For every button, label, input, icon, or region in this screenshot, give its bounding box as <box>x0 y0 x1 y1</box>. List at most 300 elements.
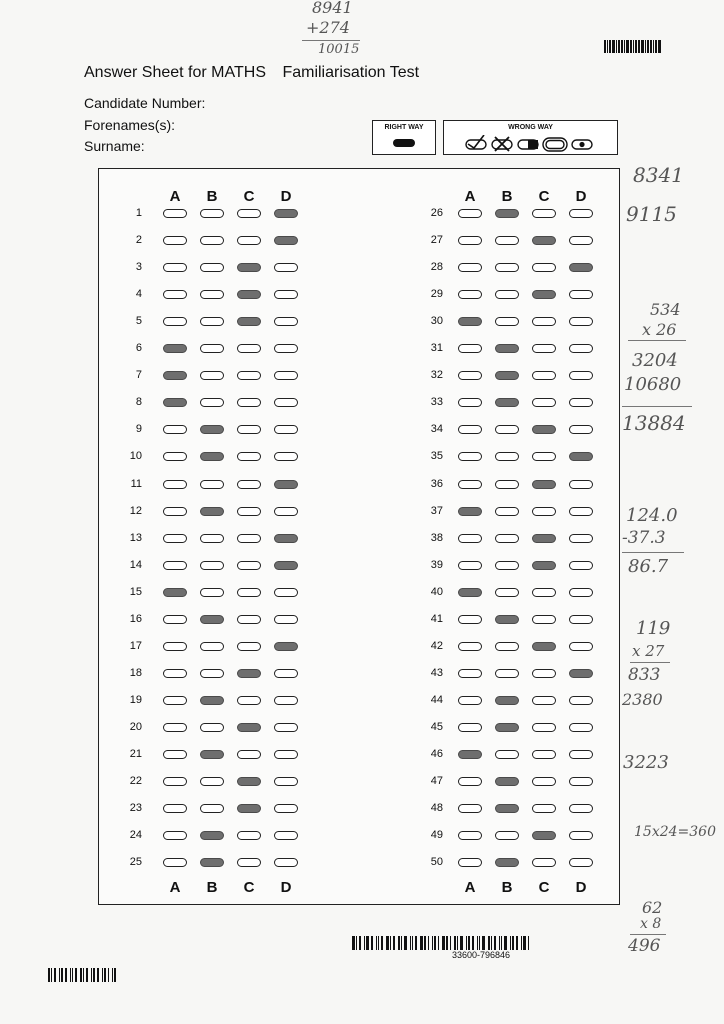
answer-bubble-q42-d[interactable] <box>569 642 593 651</box>
answer-bubble-q38-a[interactable] <box>458 534 482 543</box>
handwritten-line <box>630 662 670 663</box>
question-number-41: 41 <box>430 612 443 625</box>
question-number-29: 29 <box>430 288 443 301</box>
top-left-column-b: B <box>206 188 218 205</box>
handwritten-note: 3204 <box>632 350 678 371</box>
answer-bubble-q11-b[interactable] <box>200 480 224 489</box>
answer-bubble-q27-b[interactable] <box>495 236 519 245</box>
answer-bubble-q3-b[interactable] <box>200 263 224 272</box>
answer-bubble-q3-d[interactable] <box>274 263 298 272</box>
handwritten-sum-line <box>302 40 360 41</box>
answer-bubble-q36-a[interactable] <box>458 480 482 489</box>
answer-bubble-q7-d[interactable] <box>274 371 298 380</box>
handwritten-note: x 8 <box>640 916 662 932</box>
answer-bubble-q38-d[interactable] <box>569 534 593 543</box>
handwritten-note: 9115 <box>626 202 677 226</box>
answer-bubble-q25-b[interactable] <box>200 858 224 867</box>
answer-bubble-q17-d[interactable] <box>274 642 298 651</box>
question-number-30: 30 <box>430 315 443 328</box>
handwritten-note: 15x24=360 <box>634 824 716 840</box>
answer-bubble-q17-c[interactable] <box>237 642 261 651</box>
answer-bubble-q19-b[interactable] <box>200 696 224 705</box>
wrong-marks-examples-icon <box>444 135 617 153</box>
question-number-17: 17 <box>129 639 142 652</box>
top-right-barcode <box>604 40 662 53</box>
answer-bubble-q21-d[interactable] <box>274 750 298 759</box>
barcode-number: 33600-796846 <box>452 950 511 960</box>
answer-bubble-q50-a[interactable] <box>458 858 482 867</box>
question-number-18: 18 <box>129 666 142 679</box>
answer-bubble-q37-b[interactable] <box>495 507 519 516</box>
answer-bubble-q40-d[interactable] <box>569 588 593 597</box>
question-number-45: 45 <box>430 720 443 733</box>
question-number-19: 19 <box>129 693 142 706</box>
answer-bubble-q28-d[interactable] <box>569 263 593 272</box>
answer-bubble-q40-c[interactable] <box>532 588 556 597</box>
answer-bubble-q2-a[interactable] <box>163 236 187 245</box>
answer-bubble-q4-b[interactable] <box>200 290 224 299</box>
question-number-28: 28 <box>430 261 443 274</box>
answer-bubble-q39-b[interactable] <box>495 561 519 570</box>
question-number-5: 5 <box>135 315 142 328</box>
answer-bubble-q31-a[interactable] <box>458 344 482 353</box>
answer-bubble-q12-d[interactable] <box>274 507 298 516</box>
handwritten-line <box>622 406 692 407</box>
top-right-column-d: D <box>575 188 587 205</box>
answer-bubble-q19-d[interactable] <box>274 696 298 705</box>
answer-bubble-q49-a[interactable] <box>458 831 482 840</box>
answer-bubble-q42-c[interactable] <box>532 642 556 651</box>
answer-bubble-q23-a[interactable] <box>163 804 187 813</box>
handwritten-top-sum-1: 8941 <box>312 0 353 17</box>
answer-bubble-q36-d[interactable] <box>569 480 593 489</box>
question-number-8: 8 <box>135 396 142 409</box>
answer-bubble-q36-c[interactable] <box>532 480 556 489</box>
answer-bubble-q4-d[interactable] <box>274 290 298 299</box>
answer-bubble-q46-a[interactable] <box>458 750 482 759</box>
answer-bubble-q7-a[interactable] <box>163 371 187 380</box>
answer-bubble-q9-d[interactable] <box>274 425 298 434</box>
answer-bubble-q18-a[interactable] <box>163 669 187 678</box>
title-part-1: Answer Sheet for MATHS <box>84 64 266 81</box>
answer-bubble-q19-a[interactable] <box>163 696 187 705</box>
question-number-20: 20 <box>129 720 142 733</box>
question-number-33: 33 <box>430 396 443 409</box>
answer-bubble-q14-b[interactable] <box>200 561 224 570</box>
answer-bubble-q50-d[interactable] <box>569 858 593 867</box>
answer-bubble-q10-d[interactable] <box>274 452 298 461</box>
handwritten-line <box>630 934 666 935</box>
handwritten-line <box>622 552 684 553</box>
handwritten-top-sum-3: 10015 <box>318 42 360 57</box>
answer-bubble-q8-b[interactable] <box>200 398 224 407</box>
handwritten-note: 3223 <box>623 752 669 773</box>
answer-bubble-q26-b[interactable] <box>495 209 519 218</box>
answer-bubble-q1-c[interactable] <box>237 209 261 218</box>
answer-grid <box>98 168 620 905</box>
question-number-40: 40 <box>430 585 443 598</box>
answer-bubble-q33-b[interactable] <box>495 398 519 407</box>
answer-bubble-q16-a[interactable] <box>163 615 187 624</box>
answer-bubble-q16-c[interactable] <box>237 615 261 624</box>
question-number-44: 44 <box>430 693 443 706</box>
top-right-column-b: B <box>501 188 513 205</box>
answer-bubble-q29-c[interactable] <box>532 290 556 299</box>
answer-bubble-q50-b[interactable] <box>495 858 519 867</box>
page-title <box>84 64 431 82</box>
answer-bubble-q43-b[interactable] <box>495 669 519 678</box>
answer-bubble-q40-a[interactable] <box>458 588 482 597</box>
answer-bubble-q19-c[interactable] <box>237 696 261 705</box>
answer-bubble-q21-b[interactable] <box>200 750 224 759</box>
answer-bubble-q15-a[interactable] <box>163 588 187 597</box>
handwritten-note: 62 <box>642 898 663 917</box>
answer-bubble-q15-b[interactable] <box>200 588 224 597</box>
forenames-label: Forenames(s): <box>84 117 176 133</box>
handwritten-note: 496 <box>628 936 661 956</box>
answer-bubble-q16-b[interactable] <box>200 615 224 624</box>
question-number-38: 38 <box>430 531 443 544</box>
question-number-50: 50 <box>430 856 443 869</box>
handwritten-line <box>628 340 686 341</box>
answer-bubble-q44-c[interactable] <box>532 696 556 705</box>
question-number-7: 7 <box>135 369 142 382</box>
answer-bubble-q5-d[interactable] <box>274 317 298 326</box>
question-number-39: 39 <box>430 558 443 571</box>
answer-bubble-q45-b[interactable] <box>495 723 519 732</box>
bottom-right-column-a: A <box>464 879 476 896</box>
answer-bubble-q39-c[interactable] <box>532 561 556 570</box>
answer-bubble-q28-a[interactable] <box>458 263 482 272</box>
answer-bubble-q47-a[interactable] <box>458 777 482 786</box>
answer-bubble-q2-d[interactable] <box>274 236 298 245</box>
answer-bubble-q33-c[interactable] <box>532 398 556 407</box>
answer-bubble-q45-d[interactable] <box>569 723 593 732</box>
answer-bubble-q44-d[interactable] <box>569 696 593 705</box>
answer-bubble-q41-a[interactable] <box>458 615 482 624</box>
answer-bubble-q34-c[interactable] <box>532 425 556 434</box>
answer-bubble-q18-b[interactable] <box>200 669 224 678</box>
bottom-left-barcode <box>48 968 118 982</box>
handwritten-note: 119 <box>636 618 671 639</box>
answer-bubble-q46-c[interactable] <box>532 750 556 759</box>
answer-bubble-q37-d[interactable] <box>569 507 593 516</box>
answer-bubble-q24-a[interactable] <box>163 831 187 840</box>
answer-bubble-q6-a[interactable] <box>163 344 187 353</box>
answer-bubble-q38-c[interactable] <box>532 534 556 543</box>
answer-bubble-q47-c[interactable] <box>532 777 556 786</box>
answer-bubble-q36-b[interactable] <box>495 480 519 489</box>
wrong-way-label: WRONG WAY <box>508 124 553 131</box>
surname-label: Surname: <box>84 138 145 154</box>
answer-bubble-q2-b[interactable] <box>200 236 224 245</box>
answer-bubble-q48-a[interactable] <box>458 804 482 813</box>
answer-bubble-q4-a[interactable] <box>163 290 187 299</box>
question-number-14: 14 <box>129 558 142 571</box>
question-number-21: 21 <box>129 748 142 760</box>
answer-bubble-q24-d[interactable] <box>274 831 298 840</box>
answer-bubble-q22-d[interactable] <box>274 777 298 786</box>
answer-bubble-q31-d[interactable] <box>569 344 593 353</box>
answer-bubble-q16-d[interactable] <box>274 615 298 624</box>
question-number-48: 48 <box>430 802 443 815</box>
answer-bubble-q43-c[interactable] <box>532 669 556 678</box>
bottom-left-column-c: C <box>243 879 255 896</box>
question-number-49: 49 <box>430 829 443 842</box>
handwritten-note: 10680 <box>624 374 682 395</box>
answer-bubble-q34-a[interactable] <box>458 425 482 434</box>
answer-bubble-q28-c[interactable] <box>532 263 556 272</box>
answer-bubble-q13-b[interactable] <box>200 534 224 543</box>
right-way-legend <box>372 120 436 155</box>
bottom-right-column-b: B <box>501 879 513 896</box>
answer-bubble-q27-a[interactable] <box>458 236 482 245</box>
answer-bubble-q9-b[interactable] <box>200 425 224 434</box>
answer-bubble-q29-b[interactable] <box>495 290 519 299</box>
answer-bubble-q22-c[interactable] <box>237 777 261 786</box>
answer-bubble-q41-c[interactable] <box>532 615 556 624</box>
answer-bubble-q47-b[interactable] <box>495 777 519 786</box>
right-way-label: RIGHT WAY <box>384 124 424 131</box>
answer-bubble-q48-d[interactable] <box>569 804 593 813</box>
answer-bubble-q14-a[interactable] <box>163 561 187 570</box>
handwritten-note: 2380 <box>622 690 663 709</box>
answer-bubble-q8-a[interactable] <box>163 398 187 407</box>
answer-bubble-q42-a[interactable] <box>458 642 482 651</box>
answer-bubble-q24-c[interactable] <box>237 831 261 840</box>
answer-bubble-q1-d[interactable] <box>274 209 298 218</box>
title-part-2: Familiarisation Test <box>282 64 420 81</box>
answer-bubble-q11-d[interactable] <box>274 480 298 489</box>
answer-bubble-q6-b[interactable] <box>200 344 224 353</box>
bottom-left-column-a: A <box>169 879 181 896</box>
question-number-35: 35 <box>430 450 443 463</box>
answer-bubble-q50-c[interactable] <box>532 858 556 867</box>
question-number-47: 47 <box>430 775 443 788</box>
answer-bubble-q30-c[interactable] <box>532 317 556 326</box>
handwritten-note: 8341 <box>633 163 684 187</box>
answer-bubble-q10-a[interactable] <box>163 452 187 461</box>
handwritten-note: 833 <box>628 665 661 685</box>
answer-bubble-q11-c[interactable] <box>237 480 261 489</box>
answer-bubble-q35-b[interactable] <box>495 452 519 461</box>
answer-bubble-q3-c[interactable] <box>237 263 261 272</box>
answer-bubble-q37-c[interactable] <box>532 507 556 516</box>
answer-bubble-q30-a[interactable] <box>458 317 482 326</box>
answer-bubble-q26-c[interactable] <box>532 209 556 218</box>
answer-bubble-q5-c[interactable] <box>237 317 261 326</box>
question-number-1: 1 <box>135 207 142 219</box>
answer-bubble-q1-a[interactable] <box>163 209 187 218</box>
answer-bubble-q48-b[interactable] <box>495 804 519 813</box>
answer-bubble-q41-b[interactable] <box>495 615 519 624</box>
bottom-left-column-d: D <box>280 879 292 896</box>
answer-bubble-q14-d[interactable] <box>274 561 298 570</box>
question-number-13: 13 <box>129 531 142 544</box>
answer-bubble-q13-c[interactable] <box>237 534 261 543</box>
question-number-15: 15 <box>129 585 142 598</box>
answer-bubble-q21-c[interactable] <box>237 750 261 759</box>
question-number-4: 4 <box>135 288 142 301</box>
answer-bubble-q33-a[interactable] <box>458 398 482 407</box>
answer-bubble-q9-a[interactable] <box>163 425 187 434</box>
wrong-way-legend <box>443 120 618 155</box>
top-right-column-a: A <box>464 188 476 205</box>
question-number-6: 6 <box>135 342 142 355</box>
answer-bubble-q42-b[interactable] <box>495 642 519 651</box>
answer-bubble-q13-a[interactable] <box>163 534 187 543</box>
question-number-9: 9 <box>135 423 142 436</box>
answer-bubble-q20-d[interactable] <box>274 723 298 732</box>
answer-bubble-q20-c[interactable] <box>237 723 261 732</box>
handwritten-note: 124.0 <box>626 505 678 526</box>
answer-bubble-q15-c[interactable] <box>237 588 261 597</box>
answer-bubble-q34-d[interactable] <box>569 425 593 434</box>
answer-bubble-q9-c[interactable] <box>237 425 261 434</box>
bottom-left-column-b: B <box>206 879 218 896</box>
answer-bubble-q37-a[interactable] <box>458 507 482 516</box>
answer-bubble-q26-a[interactable] <box>458 209 482 218</box>
answer-bubble-q17-a[interactable] <box>163 642 187 651</box>
answer-bubble-q8-c[interactable] <box>237 398 261 407</box>
answer-bubble-q3-a[interactable] <box>163 263 187 272</box>
answer-bubble-q27-d[interactable] <box>569 236 593 245</box>
answer-bubble-q5-b[interactable] <box>200 317 224 326</box>
answer-bubble-q43-d[interactable] <box>569 669 593 678</box>
answer-bubble-q17-b[interactable] <box>200 642 224 651</box>
answer-bubble-q32-a[interactable] <box>458 371 482 380</box>
top-left-column-a: A <box>169 188 181 205</box>
answer-bubble-q27-c[interactable] <box>532 236 556 245</box>
answer-bubble-q25-a[interactable] <box>163 858 187 867</box>
answer-bubble-q46-b[interactable] <box>495 750 519 759</box>
answer-bubble-q6-c[interactable] <box>237 344 261 353</box>
handwritten-note: x 27 <box>632 642 665 660</box>
top-right-column-c: C <box>538 188 550 205</box>
answer-bubble-q48-c[interactable] <box>532 804 556 813</box>
question-number-12: 12 <box>129 504 142 517</box>
answer-bubble-q2-c[interactable] <box>237 236 261 245</box>
answer-bubble-q49-c[interactable] <box>532 831 556 840</box>
answer-bubble-q45-a[interactable] <box>458 723 482 732</box>
question-number-31: 31 <box>430 342 443 355</box>
answer-bubble-q46-d[interactable] <box>569 750 593 759</box>
answer-bubble-q14-c[interactable] <box>237 561 261 570</box>
answer-bubble-q20-b[interactable] <box>200 723 224 732</box>
answer-bubble-q41-d[interactable] <box>569 615 593 624</box>
bottom-barcode <box>352 936 532 950</box>
question-number-22: 22 <box>129 775 142 788</box>
answer-bubble-q49-d[interactable] <box>569 831 593 840</box>
answer-bubble-q45-c[interactable] <box>532 723 556 732</box>
question-number-42: 42 <box>430 639 443 652</box>
answer-bubble-q40-b[interactable] <box>495 588 519 597</box>
question-number-23: 23 <box>129 802 142 815</box>
answer-bubble-q12-a[interactable] <box>163 507 187 516</box>
answer-bubble-q15-d[interactable] <box>274 588 298 597</box>
answer-bubble-q24-b[interactable] <box>200 831 224 840</box>
answer-bubble-q29-a[interactable] <box>458 290 482 299</box>
handwritten-note: -37.3 <box>622 528 666 548</box>
question-number-27: 27 <box>430 234 443 247</box>
answer-bubble-q33-d[interactable] <box>569 398 593 407</box>
filled-bubble-example-icon <box>393 139 415 147</box>
question-number-25: 25 <box>129 856 142 869</box>
answer-bubble-q4-c[interactable] <box>237 290 261 299</box>
answer-bubble-q10-b[interactable] <box>200 452 224 461</box>
answer-bubble-q7-c[interactable] <box>237 371 261 380</box>
answer-bubble-q8-d[interactable] <box>274 398 298 407</box>
answer-bubble-q38-b[interactable] <box>495 534 519 543</box>
answer-bubble-q35-c[interactable] <box>532 452 556 461</box>
question-number-16: 16 <box>129 612 142 625</box>
answer-bubble-q25-c[interactable] <box>237 858 261 867</box>
answer-bubble-q6-d[interactable] <box>274 344 298 353</box>
answer-bubble-q10-c[interactable] <box>237 452 261 461</box>
handwritten-note: 13884 <box>622 411 686 435</box>
answer-bubble-q31-b[interactable] <box>495 344 519 353</box>
answer-bubble-q39-d[interactable] <box>569 561 593 570</box>
answer-bubble-q25-d[interactable] <box>274 858 298 867</box>
bottom-right-column-c: C <box>538 879 550 896</box>
answer-bubble-q47-d[interactable] <box>569 777 593 786</box>
answer-bubble-q31-c[interactable] <box>532 344 556 353</box>
answer-bubble-q34-b[interactable] <box>495 425 519 434</box>
answer-bubble-q30-b[interactable] <box>495 317 519 326</box>
question-number-24: 24 <box>129 829 142 842</box>
answer-bubble-q22-a[interactable] <box>163 777 187 786</box>
answer-bubble-q18-c[interactable] <box>237 669 261 678</box>
answer-bubble-q49-b[interactable] <box>495 831 519 840</box>
answer-bubble-q35-a[interactable] <box>458 452 482 461</box>
answer-bubble-q23-c[interactable] <box>237 804 261 813</box>
question-number-32: 32 <box>430 369 443 382</box>
answer-bubble-q1-b[interactable] <box>200 209 224 218</box>
answer-bubble-q21-a[interactable] <box>163 750 187 759</box>
top-left-column-d: D <box>280 188 292 205</box>
answer-bubble-q35-d[interactable] <box>569 452 593 461</box>
handwritten-note: 86.7 <box>628 556 669 577</box>
answer-bubble-q20-a[interactable] <box>163 723 187 732</box>
answer-bubble-q22-b[interactable] <box>200 777 224 786</box>
answer-bubble-q28-b[interactable] <box>495 263 519 272</box>
answer-bubble-q13-d[interactable] <box>274 534 298 543</box>
answer-bubble-q43-a[interactable] <box>458 669 482 678</box>
answer-bubble-q39-a[interactable] <box>458 561 482 570</box>
answer-bubble-q23-b[interactable] <box>200 804 224 813</box>
answer-bubble-q18-d[interactable] <box>274 669 298 678</box>
answer-bubble-q12-b[interactable] <box>200 507 224 516</box>
question-number-37: 37 <box>430 504 443 517</box>
answer-bubble-q26-d[interactable] <box>569 209 593 218</box>
handwritten-note: x 26 <box>642 320 677 339</box>
answer-bubble-q23-d[interactable] <box>274 804 298 813</box>
answer-bubble-q32-b[interactable] <box>495 371 519 380</box>
answer-bubble-q32-d[interactable] <box>569 371 593 380</box>
answer-bubble-q44-b[interactable] <box>495 696 519 705</box>
question-number-46: 46 <box>430 748 443 760</box>
answer-bubble-q44-a[interactable] <box>458 696 482 705</box>
answer-bubble-q7-b[interactable] <box>200 371 224 380</box>
answer-bubble-q29-d[interactable] <box>569 290 593 299</box>
answer-bubble-q5-a[interactable] <box>163 317 187 326</box>
answer-bubble-q30-d[interactable] <box>569 317 593 326</box>
handwritten-note: 534 <box>650 300 681 319</box>
answer-bubble-q12-c[interactable] <box>237 507 261 516</box>
question-number-10: 10 <box>129 450 142 463</box>
answer-bubble-q32-c[interactable] <box>532 371 556 380</box>
answer-bubble-q11-a[interactable] <box>163 480 187 489</box>
